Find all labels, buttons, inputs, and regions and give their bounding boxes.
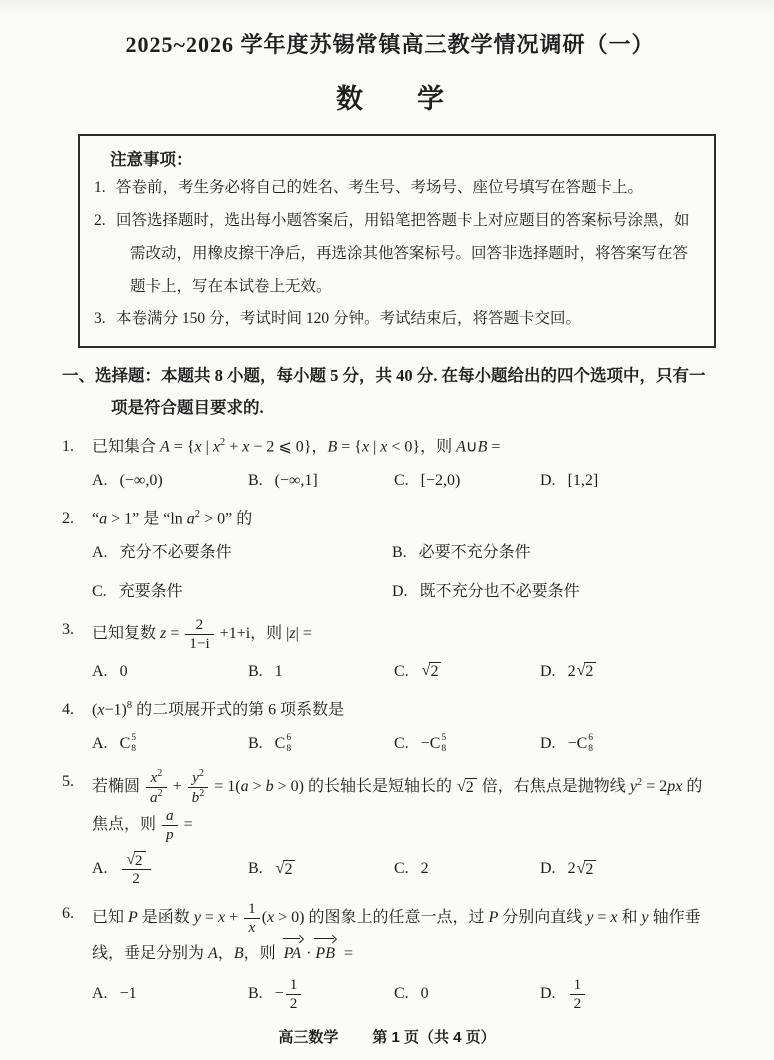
question-body: 已知集合 A = {x | $x^2 + x - 2$ ⩽ 0}，B = {x | x < 0}，则 A∪B = [92,436,501,455]
option-label: B. [392,543,407,561]
math-fraction: $\frac{2}{1-i}$ [185,616,213,653]
option-content [421,662,443,681]
math-variable: A [456,437,466,455]
option-label: C. [394,471,409,489]
option-content [120,851,153,888]
math-variable: y [641,909,649,927]
math-sup-sub: 5 8 [131,732,137,754]
math-fraction: √ 2 2 [122,851,151,888]
question-body: 已知 P 是函数 y = x + $\frac{1}{x}$ (x > 0) 的图象上的任意一点，过 P 分别向直线 y = x 和 y 轴作垂线，垂足分别为 A，B，则 PA · PB = [92,900,718,969]
question-item [62,900,718,1013]
notice-item [94,205,698,304]
math-variable: p [667,778,676,796]
option-content: [−2,0) [420,471,461,489]
notice-item [94,303,698,336]
math-variable: a [166,806,174,824]
option [248,732,394,756]
option-label: D. [392,582,408,600]
math-variable: y [586,909,594,927]
math-variable: x [194,437,202,455]
option-content: 0 [119,662,128,680]
options-row [92,469,718,493]
question-body: $(x-1)^8$ 的二项展开式的第 6 项系数是 [92,699,345,719]
page-title: 2025~2026 学年度苏锡常镇高三教学情况调研（一） [125,32,655,57]
option [92,580,392,604]
math-fraction [146,768,167,807]
option [540,660,718,684]
question-item [62,768,718,888]
question-number: 2. [62,509,74,527]
math-variable: x [242,437,250,455]
option-content: −1 [119,985,137,1003]
option [248,469,394,493]
math-sqrt: √ 2 [577,662,597,681]
option-label: C. [394,985,409,1003]
notice-list [94,172,698,336]
math-variable: A [208,945,218,963]
math-superscript: 2 [157,767,163,779]
math-variable: x [380,437,388,455]
math-variable: B [233,945,244,963]
math-superscript: 2 [198,767,204,779]
option-content: 2 √ 2 [568,660,598,684]
section-heading: 一、选择题：本题共 8 小题，每小题 5 分，共 40 分. 在每小题给出的四个选项中，只有一项是符合题目要求的. [62,366,706,418]
options-row [92,732,718,756]
option-label: A. [92,543,108,561]
option [392,541,718,565]
question-row [62,900,718,969]
notice-item-text: 回答选择题时，选出每小题答案后，用铅笔把答题卡上对应题目的答案标号涂黑，如需改动，用橡皮擦干净后，再选涂其他答案标号。回答非选择题时，将答案写在答题卡上，写在本试卷上无效。 [116,211,690,295]
math-sqrt: √ 2 [577,860,597,879]
option [248,857,394,881]
question-item [62,616,718,684]
option [394,982,540,1006]
math-fraction: $\frac{1}{2}$ [570,976,586,1013]
question-row [62,505,718,534]
math-variable: x [212,437,220,455]
option [92,469,248,493]
page-footer [0,1026,774,1047]
option-content [568,976,588,1013]
math-variable: x [361,437,370,455]
option-content [275,860,297,879]
math-variable: x [150,768,158,786]
math-fraction: $\frac{1}{2}$ [286,976,302,1013]
notice-item [94,172,698,205]
option-label: B. [248,662,263,680]
question-number: 3. [62,620,74,638]
question-body: 若椭圆 $\frac{x^2}{a^2}$ + $\frac{y^2}{b^2}$ = 1(a > b > 0) 的长轴长是短轴长的 √ 2 倍，右焦点是抛物线 $y^2 = 2px$ 的焦点，则 $\frac{a}{p}$ = [92,767,703,843]
option-label: A. [92,985,108,1003]
options-row [92,541,718,604]
math-superscript: 2 [199,787,205,799]
question-number: 6. [62,905,74,923]
option-label: A. [92,734,108,752]
math-sqrt: √ 2 [276,860,296,879]
question-row [62,696,718,725]
notice-item-text: 本卷满分 150 分，考试时间 120 分钟。考试结束后，将答题卡交回。 [116,310,582,328]
math-variable: z [160,625,167,642]
option [540,976,718,1013]
math-vector: PA [283,937,303,969]
option-content: 充分不必要条件 [119,543,232,561]
option [540,732,718,756]
option [540,469,718,493]
option [92,660,248,684]
math-variable: B [327,437,338,455]
math-variable: x [675,778,683,796]
math-variable: A [160,437,170,455]
questions [62,433,718,1013]
option-label: B. [248,985,263,1003]
footer-course: 高三数学 [278,1029,339,1046]
option-content: C 6 8 [274,732,292,754]
math-variable: y [629,778,637,796]
notice-item-number: 2. [94,211,106,229]
option-content: −C 5 8 [420,732,447,754]
question-row [62,616,718,653]
math-sqrt: √ 2 [127,851,146,869]
math-fraction: $\frac{1}{x}$ [244,900,260,937]
question-row [62,433,718,462]
option-label: C. [394,860,409,878]
option-label: A. [92,471,108,489]
option-content: C 5 8 [119,732,137,754]
math-variable: a [186,510,195,528]
option-label: C. [394,662,409,680]
question-item [62,433,718,493]
option-content: 既不充分也不必要条件 [419,582,580,600]
question-body: 已知复数 z = $\frac{2}{1-i}$ +1+i，则 |z| = [92,615,312,652]
math-sup-sub: 6 8 [286,732,292,754]
math-variable: b [265,778,274,796]
math-variable: x [217,909,226,927]
question-item [62,505,718,604]
math-variable: b [191,788,200,806]
option-label: D. [540,860,556,878]
option [394,469,540,493]
math-sup-sub: 5 8 [441,732,447,754]
math-variable: y [193,909,201,927]
notice-box [78,134,716,348]
option [394,857,540,881]
option [248,660,394,684]
math-variable: P [488,909,499,927]
math-superscript: 8 [126,699,133,711]
option-label: C. [394,734,409,752]
option-label: B. [248,734,263,752]
option [92,541,392,565]
option-label: D. [540,985,556,1003]
option [92,851,248,888]
notice-item-number: 3. [94,310,106,328]
math-superscript: 2 [636,776,643,788]
math-variable: B [477,437,488,455]
math-variable: z [289,625,296,642]
option-label: D. [540,734,556,752]
math-variable: a [240,778,249,796]
math-sqrt: √ 2 [422,662,442,681]
math-variable: x [248,919,256,937]
option-content: −C 6 8 [567,732,594,754]
question-item [62,696,718,756]
math-superscript: 2 [194,508,201,520]
math-variable: x [267,909,275,927]
question-number: 5. [62,772,74,790]
option [92,732,248,756]
option [394,732,540,756]
option-label: A. [92,860,108,878]
math-superscript: 2 [219,436,226,448]
option-content: (−∞,0) [119,471,163,489]
math-sup-sub: 6 8 [588,732,594,754]
math-vector: PB [314,937,337,969]
question-number: 4. [62,700,74,718]
math-variable: p [166,825,174,843]
math-variable: x [97,701,105,719]
subject-title: 数 学 [336,84,444,114]
question-row [62,768,718,844]
option [540,857,718,881]
option [394,660,540,684]
math-sqrt: √ 2 [457,778,477,797]
option-content: 1 [274,662,283,680]
option-label: D. [540,471,556,489]
option-content: − $\frac{1}{2}$ [275,976,304,1013]
option-content: 充要条件 [118,582,183,600]
math-fraction [162,807,178,844]
option-content: 0 [420,985,429,1003]
option-label: C. [92,582,107,600]
math-variable: x [610,909,618,927]
option-label: B. [248,860,263,878]
math-variable: P [128,909,138,927]
option-label: A. [92,662,108,680]
footer-page-number: 第 1 页（共 4 页） [372,1029,496,1046]
math-superscript: 2 [157,787,163,799]
option-content: 必要不充分条件 [418,543,531,561]
math-fraction [188,768,209,807]
option-content: 2 √ 2 [568,857,598,881]
option-label: D. [540,662,556,680]
options-row [92,851,718,888]
question-number: 1. [62,437,74,455]
notice-heading: 注意事项： [110,151,193,169]
math-variable: y [192,768,199,786]
notice-item-number: 1. [94,179,106,196]
option-content: [1,2] [567,471,599,489]
option [92,982,248,1006]
math-variable: a [99,510,108,528]
math-variable: a [150,788,158,806]
question-body: “a > 1” 是 “ln $a^2 > 0$” 的 [92,508,253,528]
notice-item-text: 答卷前，考生务必将自己的姓名、考生号、考场号、座位号填写在答题卡上。 [116,179,644,196]
options-row [92,976,718,1013]
option-content: (−∞,1] [274,471,318,489]
option-label: B. [248,471,263,489]
options-row [92,660,718,684]
option [392,580,718,604]
option [248,976,394,1013]
option-content: 2 [420,860,429,878]
